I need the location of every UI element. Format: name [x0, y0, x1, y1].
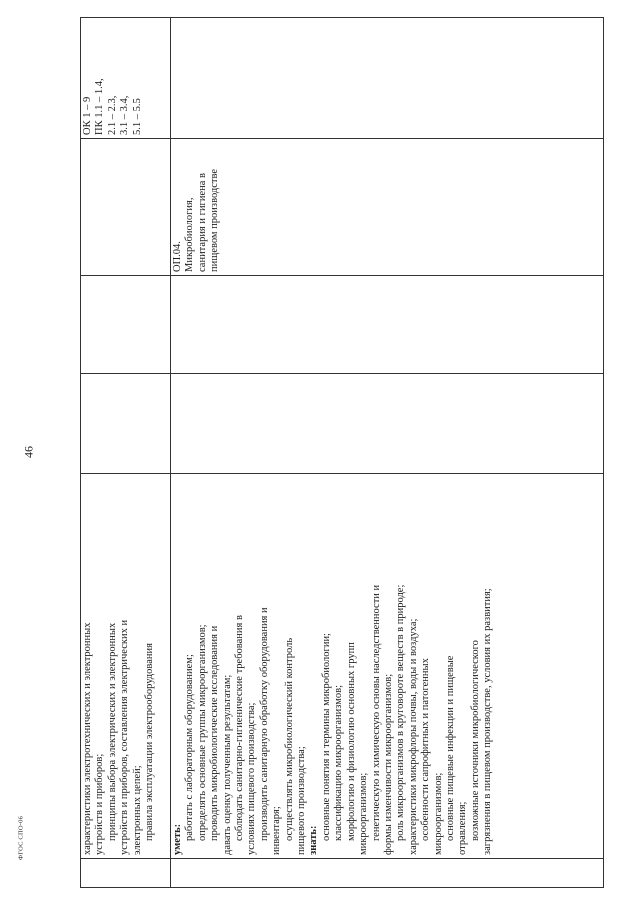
hours-cell: [81, 276, 171, 374]
competences-cell: [171, 18, 604, 139]
requirement-line: отравления;: [457, 801, 469, 855]
table-row: [81, 18, 171, 888]
requirement-line: характеристики микрофлоры почвы, воды и воздуха;: [407, 618, 419, 855]
rotated-page-content: [80, 18, 604, 888]
max-load-cell: [171, 374, 604, 474]
requirement-line: производить санитарную обработку оборудования и: [258, 607, 270, 841]
requirement-line: формы изменчивости микроорганизмов;: [382, 673, 394, 855]
discipline-name-line: пищевом производстве: [209, 168, 221, 272]
requirement-line: устройств и приборов;: [94, 753, 106, 855]
requirement-line: работать с лабораторным оборудованием;: [184, 654, 196, 841]
requirement-line: микроорганизмов;: [432, 772, 444, 855]
row-index-cell: [171, 859, 604, 888]
discipline-name-line: Микробиология,: [184, 197, 196, 272]
competence-line: ПК 1.1 – 1.4,: [94, 78, 106, 135]
max-load-cell: [81, 374, 171, 474]
requirement-line: характеристики электротехнических и электронных: [82, 622, 93, 855]
requirement-line: генетическую и химическую основы наследственности и: [370, 584, 382, 841]
page-number: 46: [21, 446, 36, 458]
requirement-line: проводить микробиологические исследования и: [209, 625, 221, 841]
requirement-line: устройств и приборов, составления электрических и: [119, 619, 131, 855]
row-index-cell: [81, 859, 171, 888]
standard-table: [80, 17, 604, 888]
requirement-line: классификацию микроорганизмов;: [333, 684, 345, 841]
requirement-line: соблюдать санитарно-гигиенические требования в: [234, 615, 246, 841]
requirement-line: загрязнения в пищевом производстве, условия их развития;: [482, 588, 494, 855]
requirement-line: правила эксплуатации электрооборудования: [144, 643, 156, 841]
requirement-line: возможные источники микробиологического: [469, 640, 481, 841]
requirement-line: микроорганизмов;: [358, 772, 370, 855]
requirement-line: пищевого производства;: [296, 746, 308, 855]
requirement-line: определять основные группы микроорганизмов;: [196, 624, 208, 841]
requirement-line: морфологию и физиологию основных групп: [345, 642, 357, 841]
footer-code: ФГОС СПО-06: [17, 815, 25, 861]
requirement-line: основные понятия и термины микробиологии;: [320, 633, 332, 841]
requirements-cell: [171, 474, 604, 859]
requirement-line: условиях пищевого производства;: [246, 702, 258, 855]
table-row: [171, 18, 604, 888]
competence-line: 5.1 – 5.5: [131, 98, 143, 135]
requirement-line: особенности сапрофитных и патогенных: [420, 658, 432, 841]
competence-line: 3.1 – 3.4,: [119, 95, 131, 135]
hours-cell: [171, 276, 604, 374]
discipline-cell: [171, 139, 604, 276]
requirement-line: инвентаря;: [271, 806, 283, 855]
requirement-line: роль микроорганизмов в круговороте веществ в природе;: [395, 584, 407, 841]
competence-line: 2.1 – 2.3,: [106, 95, 118, 135]
requirement-line: принципы выбора электрических и электронных: [106, 622, 118, 841]
competences-cell: [81, 18, 171, 139]
discipline-cell: [81, 139, 171, 276]
requirement-line: основные пищевые инфекции и пищевые: [444, 655, 456, 841]
requirement-line: давать оценку полученным результатам;: [221, 674, 233, 855]
requirement-line: электронных цепей;: [131, 765, 143, 855]
competence-line: ОК 1 – 9: [82, 96, 93, 135]
discipline-code: ОП.04.: [172, 241, 183, 272]
requirements-cell: [81, 474, 171, 859]
section-heading-knowledge: знать:: [308, 825, 320, 855]
section-heading-skills: уметь:: [172, 823, 183, 855]
requirement-line: осуществлять микробиологический контроль: [283, 637, 295, 841]
discipline-name-line: санитария и гигиена в: [196, 172, 208, 272]
